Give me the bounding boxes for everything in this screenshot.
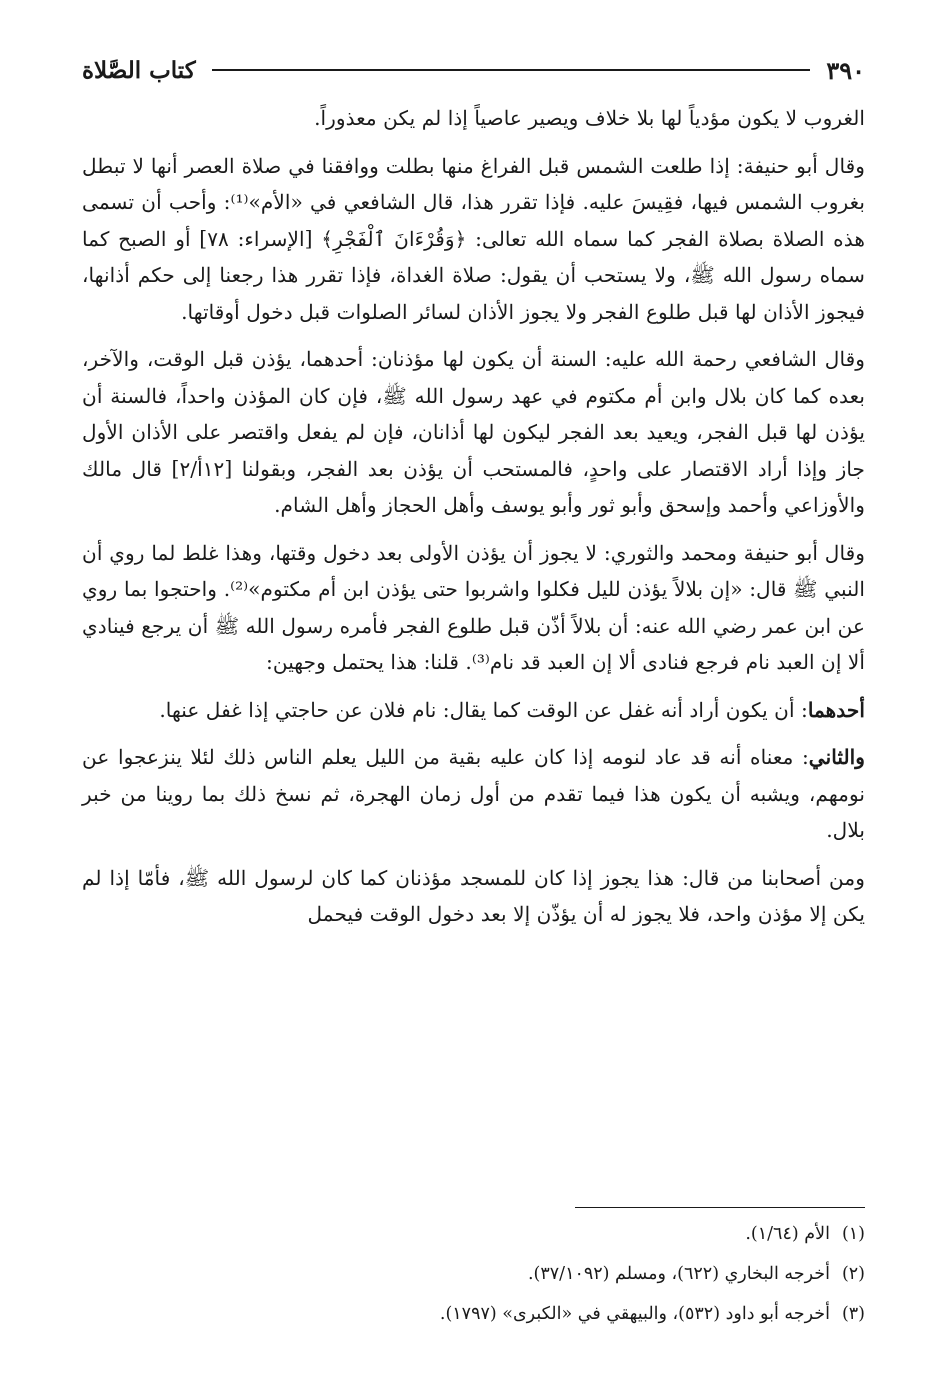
page-number: ٣٩٠ <box>826 55 865 85</box>
footnote-number: (٣) <box>841 1304 865 1324</box>
paragraph <box>82 341 865 524</box>
footnote-text: الأم (١/٦٤). <box>745 1224 830 1244</box>
footnote <box>82 1222 865 1246</box>
header-rule <box>212 69 811 71</box>
footnote-number: (٢) <box>841 1264 865 1284</box>
footnote <box>82 1262 865 1286</box>
paragraph-lead: أحدهما <box>807 697 865 722</box>
page-header <box>82 50 865 90</box>
paragraph-text: : معناه أنه قد عاد لنومه إذا كان عليه بقية من الليل يعلم الناس ذلك لئلا ينزعجوا عن نومهم، ويشبه أن يكون هذا فيما تقدم من أول زمان الهجرة، ثم نسخ ذلك بما روينا من خبر بلال. <box>82 745 865 842</box>
paragraph <box>82 860 865 933</box>
footnote-number: (١) <box>841 1224 865 1244</box>
paragraph-text: وقال أبو حنيفة ومحمد والثوري: لا يجوز أن يؤذن الأولى بعد دخول وقتها، وهذا غلط لما روي أن النبي ﷺ قال: «إن بلالاً يؤذن لليل فكلوا واشربوا حتى يؤذن ابن أم مكتوم»⁽²⁾. واحتجوا بما روي عن ابن عمر رضي الله عنه: أن بلالاً أذّن قبل طلوع الفجر فأمره رسول الله ﷺ أن يرجع فينادي ألا إن العبد نام فرجع فنادى ألا إن العبد قد نام⁽³⁾. قلنا: هذا يحتمل وجهين: <box>82 540 865 674</box>
paragraph <box>82 535 865 681</box>
footnote <box>82 1302 865 1326</box>
paragraph <box>82 100 865 137</box>
paragraph-text: وقال أبو حنيفة: إذا طلعت الشمس قبل الفراغ منها بطلت ووافقنا في صلاة العصر أنها لا تبطل بغروب الشمس فيها، فقِيسَ عليه. فإذا تقرر هذا، قال الشافعي في «الأم»⁽¹⁾: وأحب أن تسمى هذه الصلاة بصلاة الفجر كما سماه الله تعالى: ﴿وَقُرْءَانَ ٱلْفَجْرِ﴾ [الإسراء: ٧٨] أو الصبح كما سماه رسول الله ﷺ، ولا يستحب أن يقول: صلاة الغداة، فإذا تقرر هذا رجعنا إلى حكم أذانها، فيجوز الأذان لها قبل طلوع الفجر ولا يجوز الأذان لسائر الصلوات قبل دخول أوقاتها. <box>82 153 865 324</box>
paragraph-lead: والثاني <box>808 745 865 769</box>
book-title: كتاب الصَّلاة <box>82 56 196 84</box>
body-text <box>82 100 865 933</box>
footnotes <box>82 1222 865 1342</box>
paragraph-text: ومن أصحابنا من قال: هذا يجوز إذا كان للمسجد مؤذنان كما كان لرسول الله ﷺ، فأمّا إذا لم يكن إلا مؤذن واحد، فلا يجوز له أن يؤذّن إلا بعد دخول الوقت فيحمل <box>82 865 865 926</box>
footnote-divider <box>575 1207 865 1208</box>
footnote-text: أخرجه البخاري (٦٢٢)، ومسلم (٣٧/١٠٩٢). <box>527 1264 830 1284</box>
paragraph-text: وقال الشافعي رحمة الله عليه: السنة أن يكون لها مؤذنان: أحدهما، يؤذن قبل الوقت، والآخر، بعده كما كان بلال وابن أم مكتوم في عهد رسول الله ﷺ، فإن كان المؤذن واحداً، فالسنة أن يؤذن لها قبل الفجر، ويعيد بعد الفجر ليكون لها أذانان، فإن لم يفعل واقتصر على الأذان الأول جاز وإذا أراد الاقتصار على واحدٍ، فالمستحب أن يؤذن بعد الفجر، وبقولنا [١٢أ/٢] قال مالك والأوزاعي وأحمد وإسحق وأبو ثور وأبو يوسف وأهل الحجاز وأهل الشام. <box>82 347 865 517</box>
paragraph-text: الغروب لا يكون مؤدياً لها بلا خلاف ويصير عاصياً إذا لم يكن معذوراً. <box>314 106 865 130</box>
document-page <box>82 50 865 1335</box>
footnote-text: أخرجه أبو داود (٥٣٢)، والبيهقي في «الكبرى» (١٧٩٧). <box>439 1304 830 1324</box>
paragraph <box>82 692 865 729</box>
paragraph <box>82 148 865 331</box>
paragraph-text: : أن يكون أراد أنه غفل عن الوقت كما يقال: نام فلان عن حاجتي إذا غفل عنها. <box>159 697 808 722</box>
paragraph <box>82 739 865 849</box>
